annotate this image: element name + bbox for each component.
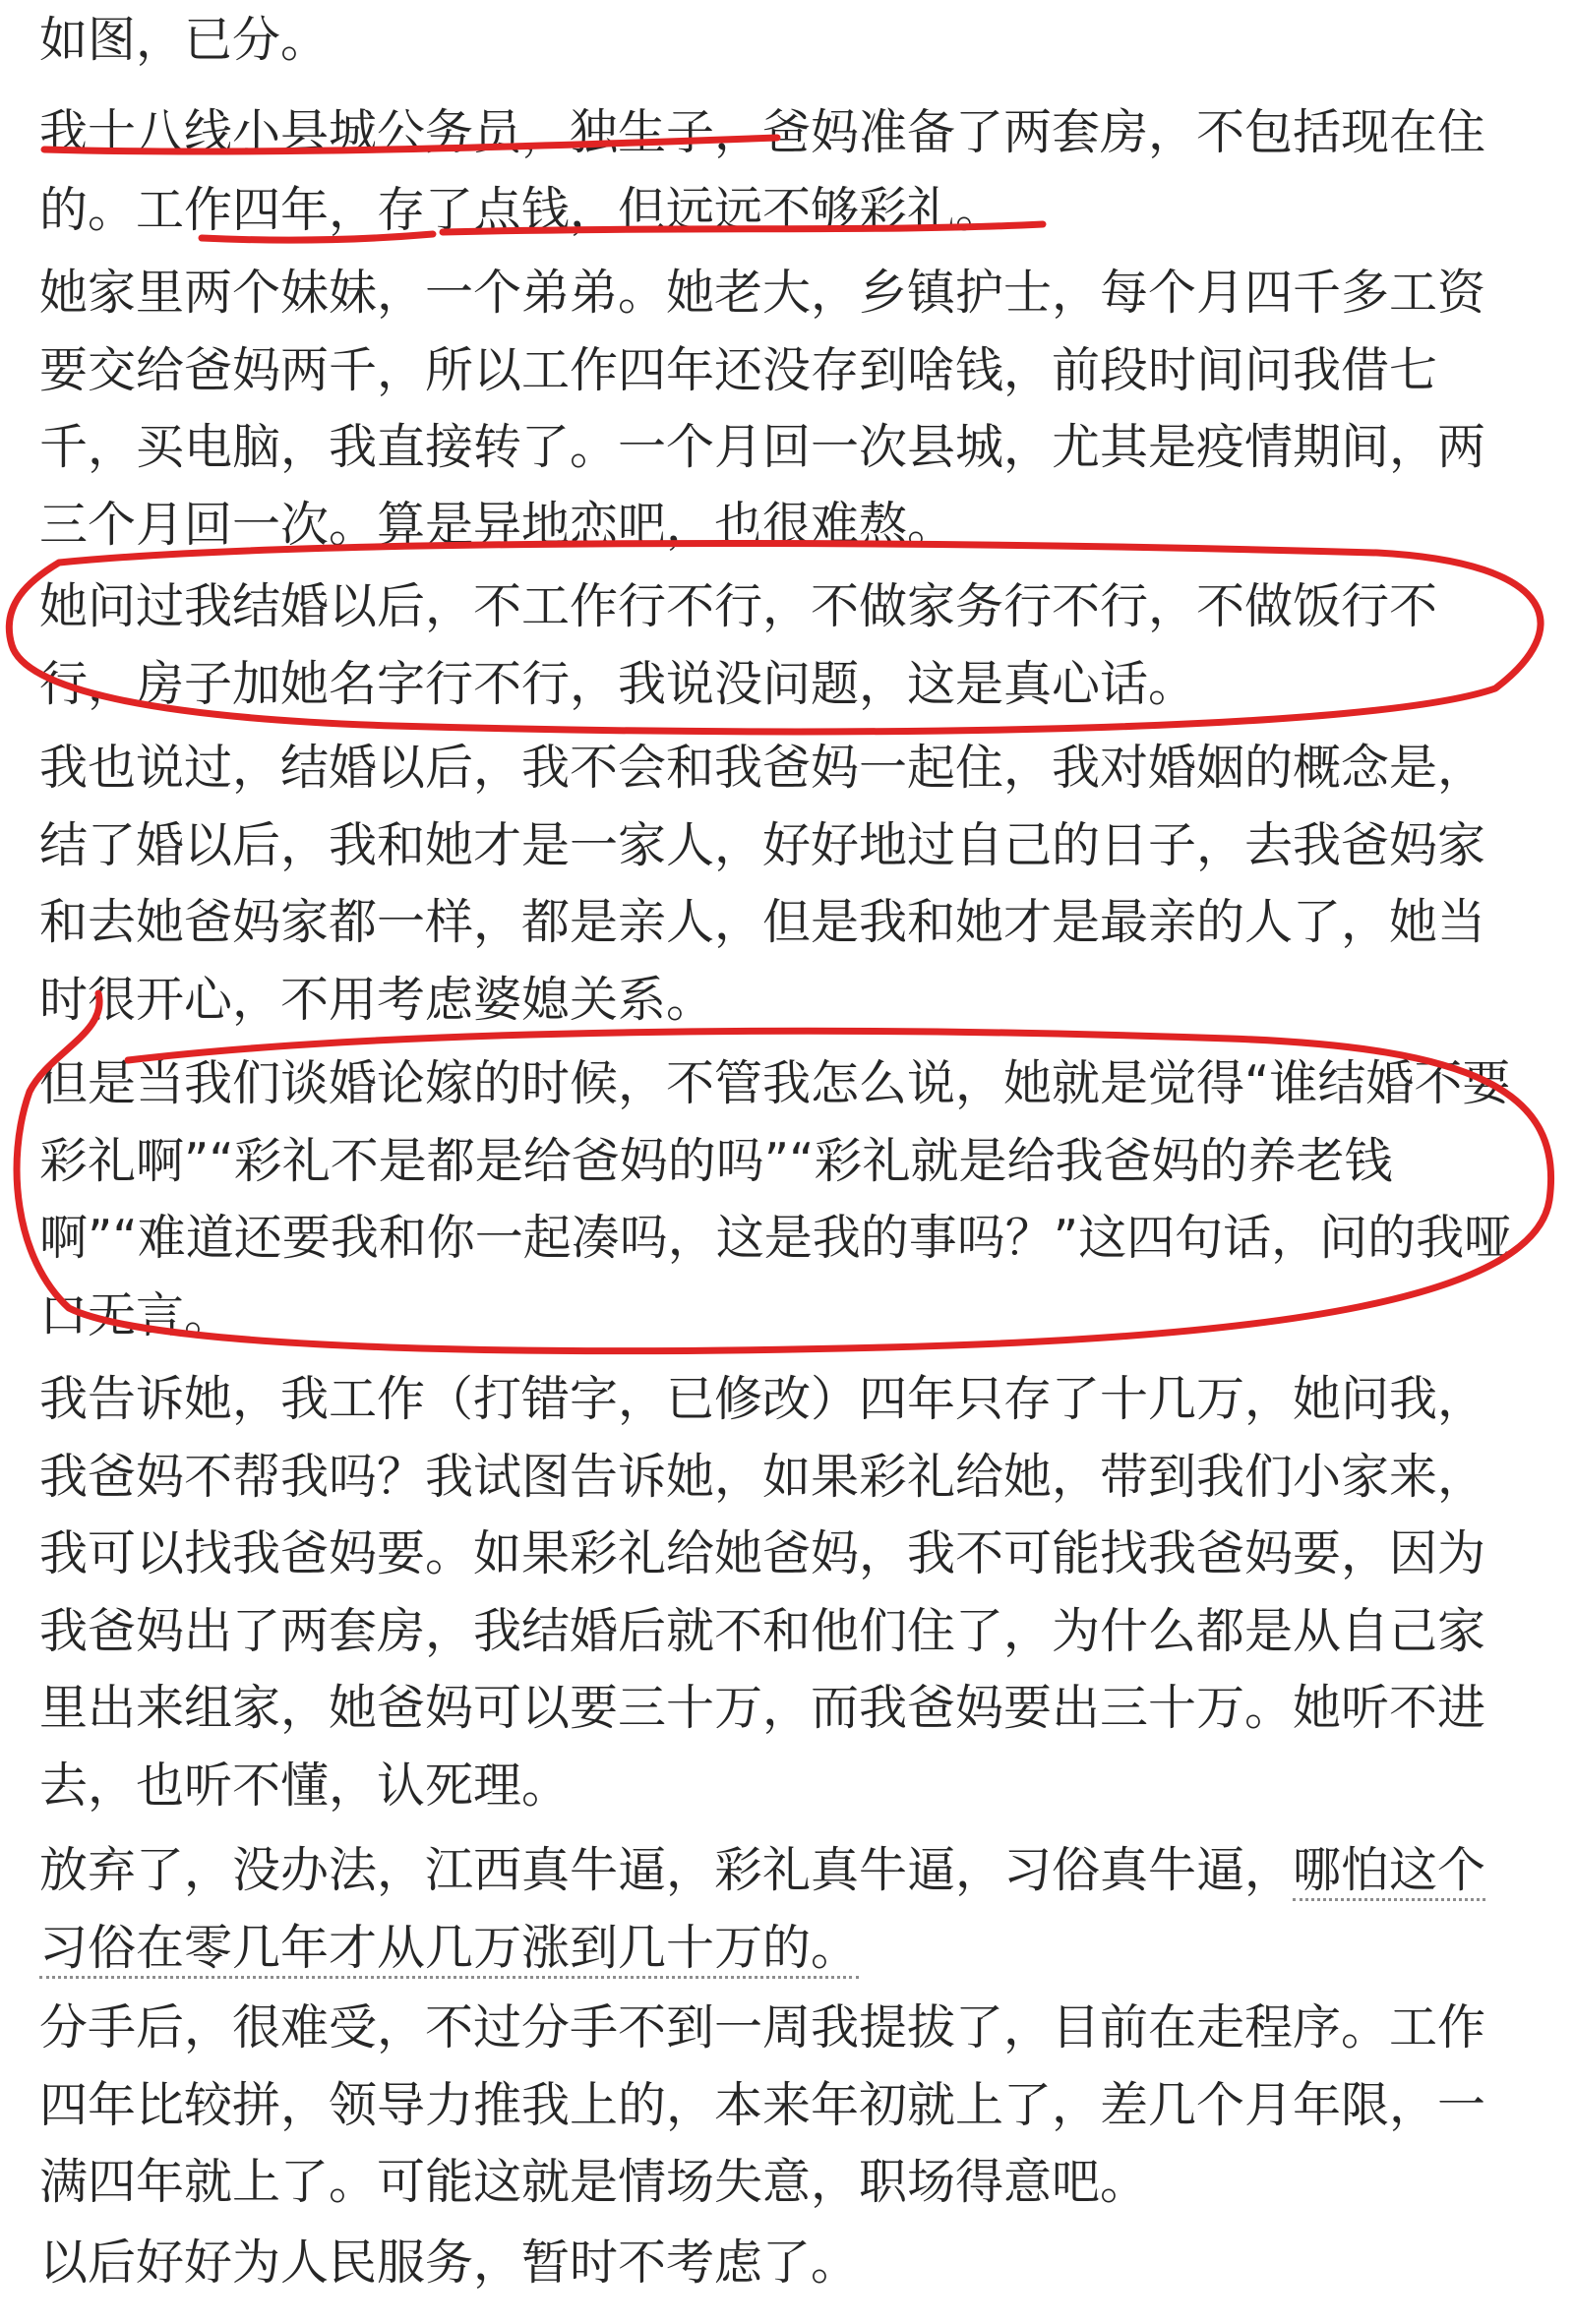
paragraph-7: 我告诉她，我工作（打错字，已修改）四年只存了十几万，她问我，我爸妈不帮我吗？我试图告诉她，如果彩礼给她，带到我们小家来，我可以找我爸妈要。如果彩礼给她爸妈，我不可能找我爸妈要，因为我爸妈出了两套房，我结婚后就不和他们住了，为什么都是从自己家里出来组家，她爸妈可以要三十万，而我爸妈要出三十万。她听不进去，也听不懂，认死理。	[39, 1371, 1486, 1814]
paragraph-5: 我也说过，结婚以后，我不会和我爸妈一起住，我对婚姻的概念是，结了婚以后，我和她才是一家人，好好地过自己的日子，去我爸妈家和去她爸妈家都一样，都是亲人，但是我和她才是最亲的人了，她当时很开心，不用考虑婆媳关系。	[39, 740, 1486, 1028]
paragraph-9: 分手后，很难受，不过分手不到一周我提拔了，目前在走程序。工作四年比较拼，领导力推我上的，本来年初就上了，差几个月年限，一满四年就上了。可能这就是情场失意，职场得意吧。	[39, 1999, 1486, 2210]
paragraph-1: 如图，已分。	[39, 12, 330, 68]
paragraph-8-text: 放弃了，没办法，江西真牛逼，彩礼真牛逼，习俗真牛逼，	[39, 1842, 1294, 1898]
paragraph-6: 但是当我们谈婚论嫁的时候，不管我怎么说，她就是觉得“谁结婚不要彩礼啊”“彩礼不是都是给爸妈的吗”“彩礼就是给我爸妈的养老钱啊”“难道还要我和你一起凑吗，这是我的事吗？”这四句话，问的我哑口无言。	[39, 1055, 1513, 1343]
paragraph-8	[39, 1832, 1525, 1987]
paragraph-10: 以后好好为人民服务，暂时不考虑了。	[39, 2235, 860, 2291]
paragraph-2: 我十八线小县城公务员，独生子，爸妈准备了两套房，不包括现在住的。工作四年，存了点钱，但远远不够彩礼。	[39, 104, 1486, 238]
dotted-underlined-phrase: 哪怕这个习俗在零几年才从几万涨到几十万的。	[39, 1842, 1485, 1979]
paragraph-3: 她家里两个妹妹，一个弟弟。她老大，乡镇护士，每个月四千多工资要交给爸妈两千，所以工作四年还没存到啥钱，前段时间问我借七千，买电脑，我直接转了。一个月回一次县城，尤其是疫情期间，两三个月回一次。算是异地恋吧，也很难熬。	[39, 265, 1486, 553]
paragraph-4: 她问过我结婚以后，不工作行不行，不做家务行不行，不做饭行不行，房子加她名字行不行，我说没问题，这是真心话。	[39, 578, 1438, 712]
